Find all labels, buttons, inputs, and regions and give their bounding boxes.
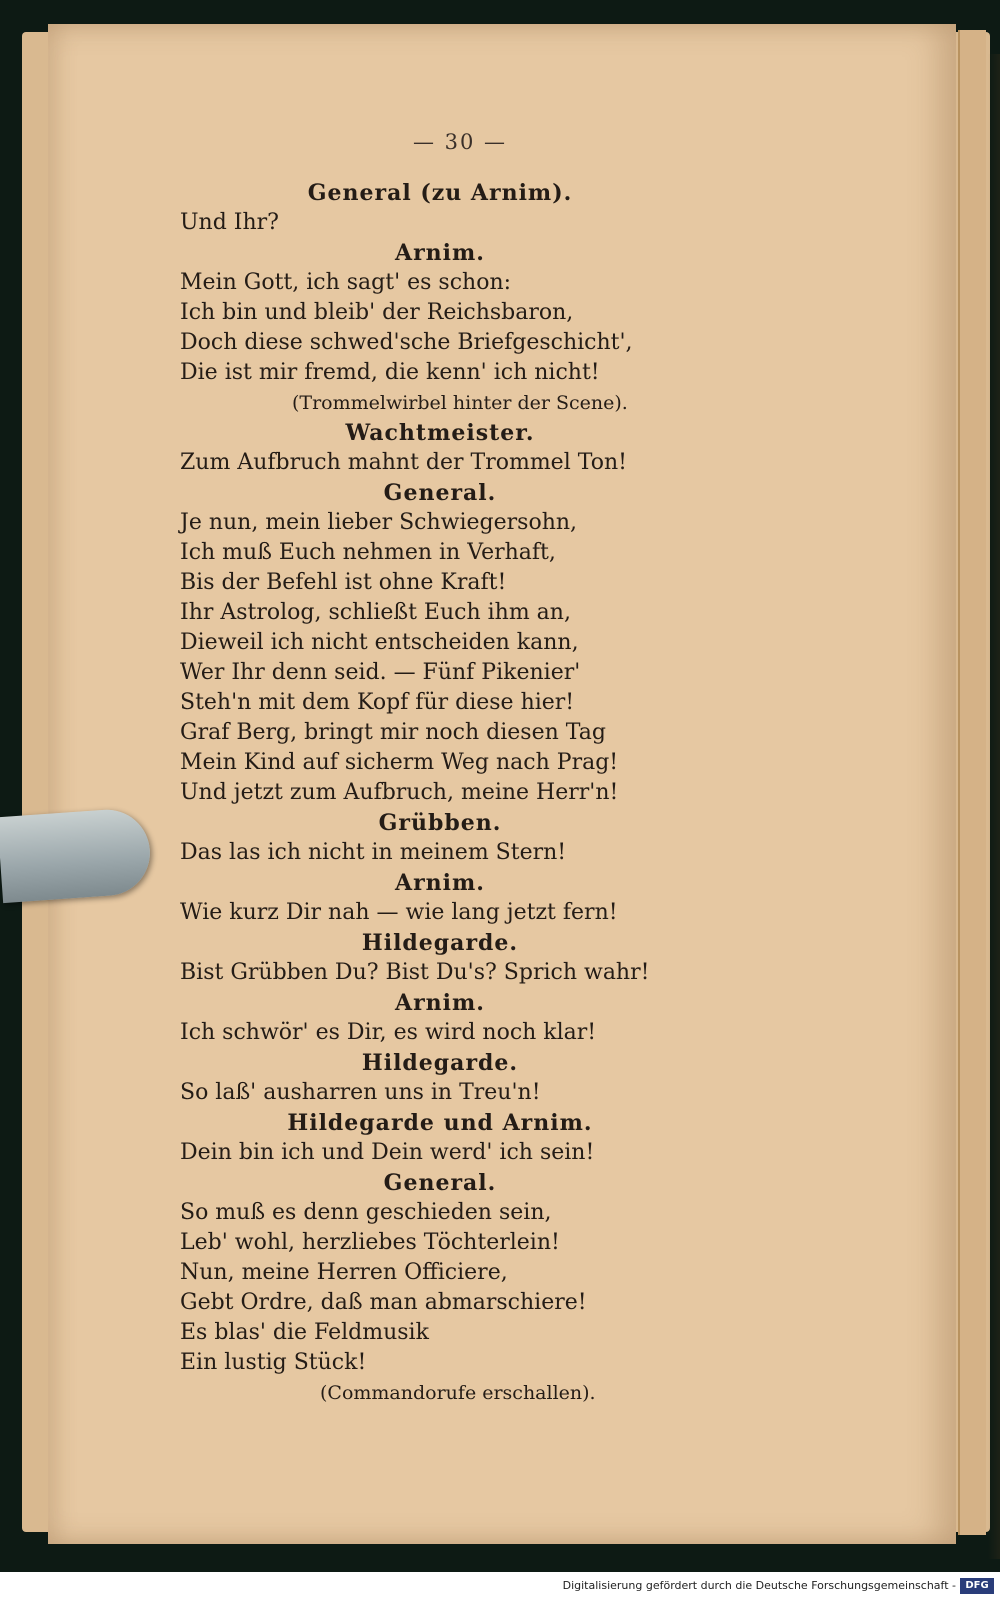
bookmark-slip (0, 807, 153, 903)
verse-line: Leb' wohl, herzliebes Töchterlein! (180, 1230, 560, 1255)
dfg-logo: DFG (960, 1578, 994, 1594)
credit-footer (0, 1572, 1000, 1600)
verse-line: Ein lustig Stück! (180, 1350, 367, 1375)
verse-line: So laß' ausharren uns in Treu'n! (180, 1080, 541, 1105)
verse-line: Wer Ihr denn seid. — Fünf Pikenier' (180, 660, 581, 685)
verse-line: Mein Kind auf sicherm Weg nach Prag! (180, 750, 619, 775)
page-edge (958, 30, 986, 1535)
verse-line: Zum Aufbruch mahnt der Trommel Ton! (180, 450, 627, 475)
verse-line: Gebt Ordre, daß man abmarschiere! (180, 1290, 587, 1315)
speaker-name: Hildegarde. (361, 1050, 519, 1076)
stage-direction: (Trommelwirbel hinter der Scene). (292, 392, 628, 414)
speaker-name: Arnim. (395, 870, 485, 896)
speaker-name: Arnim. (395, 240, 485, 266)
verse-line: Steh'n mit dem Kopf für diese hier! (180, 690, 575, 715)
verse-line: Ich bin und bleib' der Reichsbaron, (180, 300, 574, 325)
speaker-name: Grübben. (378, 810, 502, 836)
verse-line: Graf Berg, bringt mir noch diesen Tag (180, 720, 606, 745)
speaker-name: Hildegarde. (361, 930, 519, 956)
speaker-name: Arnim. (395, 990, 485, 1016)
verse-line: Die ist mir fremd, die kenn' ich nicht! (180, 360, 600, 385)
verse-line: Bis der Befehl ist ohne Kraft! (180, 570, 507, 595)
speaker-name: General. (383, 1170, 497, 1196)
page-number: — 30 — (412, 130, 508, 154)
verse-line: Dein bin ich und Dein werd' ich sein! (180, 1140, 595, 1165)
speaker-name: Hildegarde und Arnim. (287, 1110, 593, 1136)
verse-line: Nun, meine Herren Officiere, (180, 1260, 508, 1285)
verse-line: So muß es denn geschieden sein, (180, 1200, 552, 1225)
verse-line: Ihr Astrolog, schließt Euch ihm an, (180, 600, 571, 625)
verse-line: Bist Grübben Du? Bist Du's? Sprich wahr! (180, 960, 650, 985)
verse-line: Wie kurz Dir nah — wie lang jetzt fern! (180, 900, 618, 925)
spine-shadow (988, 54, 1000, 1559)
verse-line: Das las ich nicht in meinem Stern! (180, 840, 567, 865)
verse-line: Und jetzt zum Aufbruch, meine Herr'n! (180, 780, 619, 805)
verse-line: Dieweil ich nicht entscheiden kann, (180, 630, 579, 655)
credit-text: Digitalisierung gefördert durch die Deutsche Forschungsgemeinschaft - (562, 1579, 956, 1592)
stage-direction: (Commandorufe erschallen). (320, 1382, 596, 1404)
speaker-name: Wachtmeister. (345, 420, 535, 446)
speaker-name: General (zu Arnim). (307, 180, 573, 206)
speaker-name: General. (383, 480, 497, 506)
verse-line: Mein Gott, ich sagt' es schon: (180, 270, 512, 295)
verse-line: Ich schwör' es Dir, es wird noch klar! (180, 1020, 597, 1045)
play-text (180, 178, 700, 1408)
verse-line: Ich muß Euch nehmen in Verhaft, (180, 540, 556, 565)
verse-line: Es blas' die Feldmusik (180, 1320, 429, 1345)
verse-line: Doch diese schwed'sche Briefgeschicht', (180, 330, 633, 355)
verse-line: Je nun, mein lieber Schwiegersohn, (180, 510, 578, 535)
verse-line: Und Ihr? (180, 210, 279, 235)
